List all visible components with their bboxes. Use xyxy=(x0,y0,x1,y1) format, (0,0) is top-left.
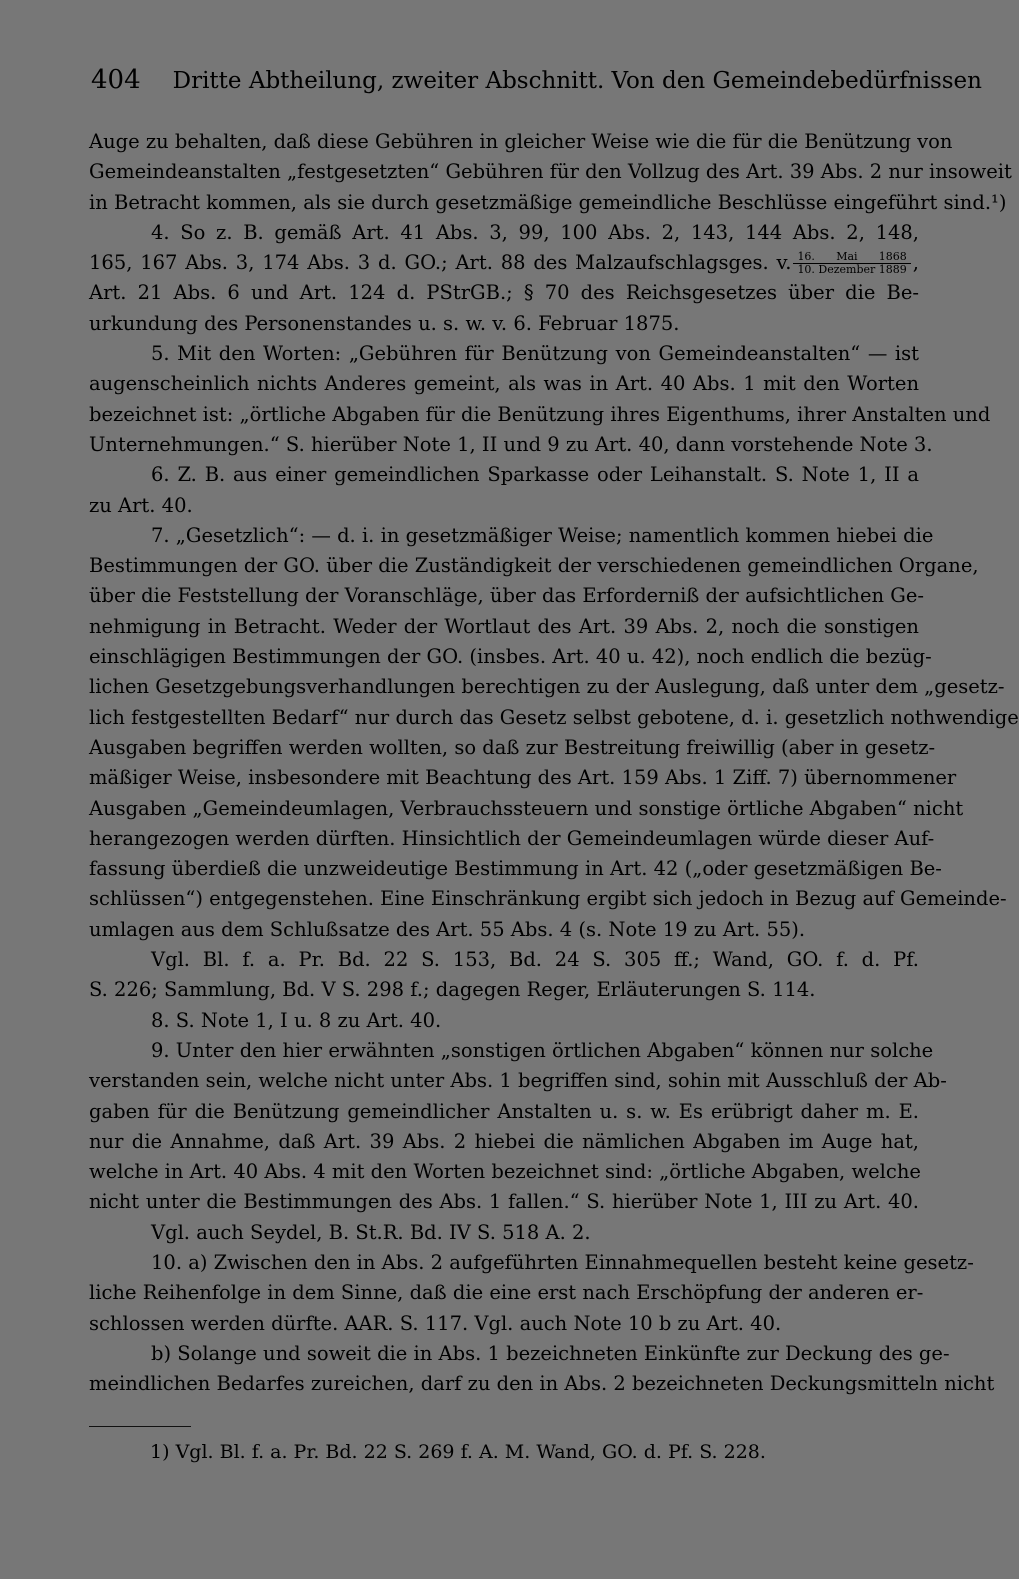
text-line: herangezogen werden dürften. Hinsichtlich der Gemeindeumlagen würde dieser Auf- xyxy=(89,826,935,850)
text-line: Gemeindeanstalten „festgesetzten“ Gebühren für den Vollzug des Art. 39 Abs. 2 nur insoweit xyxy=(89,160,1012,184)
text-line: nur die Annahme, daß Art. 39 Abs. 2 hiebei die nämlichen Abgaben im Auge hat, xyxy=(89,1129,919,1153)
text-line: 10. a) Zwischen den in Abs. 2 aufgeführten Einnahmequellen besteht keine gesetz- xyxy=(151,1250,974,1274)
text-line: bezeichnet ist: „örtliche Abgaben für die Benützung ihres Eigenthums, ihrer Anstalten und xyxy=(89,402,991,426)
text-line: Ausgaben begriffen werden wollten, so daß zur Bestreitung freiwillig (aber in gesetz- xyxy=(89,735,936,759)
date-fraction xyxy=(793,251,910,276)
text-line-with-fraction: 165, 167 Abs. 3, 174 Abs. 3 d. GO.; Art. 88 des Malzaufschlagsges. v. $\frac{\text{16. Mai 1868}}{\text{10. Dezember 1889}}$ , xyxy=(89,250,919,277)
text-line: 6. Z. B. aus einer gemeindlichen Sparkasse oder Leihanstalt. S. Note 1, II a xyxy=(151,463,919,487)
page-number: 404 xyxy=(91,65,141,95)
footnote-marker: 1) xyxy=(150,1441,170,1463)
text-line: Vgl. Bl. f. a. Pr. Bd. 22 S. 153, Bd. 24 S. 305 ff.; Wand, GO. f. d. Pf. xyxy=(151,948,919,972)
text-line: schlossen werden dürfte. AAR. S. 117. Vgl. auch Note 10 b zu Art. 40. xyxy=(89,1311,782,1335)
text-line: Ausgaben „Gemeindeumlagen, Verbrauchssteuern und sonstige örtliche Abgaben“ nicht xyxy=(89,796,964,820)
text-line: lich festgestellten Bedarf“ nur durch das Gesetz selbst gebotene, d. i. gesetzlich nothwendige xyxy=(89,705,1019,729)
text-line: gaben für die Benützung gemeindlicher Anstalten u. s. w. Es erübrigt daher m. E. xyxy=(89,1099,919,1123)
footnote-divider xyxy=(89,1426,191,1427)
page-header xyxy=(91,64,982,97)
text-line: meindlichen Bedarfes zureichen, darf zu den in Abs. 2 bezeichneten Deckungsmitteln nicht xyxy=(89,1372,995,1396)
text-line: umlagen aus dem Schlußsatze des Art. 55 Abs. 4 (s. Note 19 zu Art. 55). xyxy=(89,917,806,941)
text-line: 8. S. Note 1, I u. 8 zu Art. 40. xyxy=(151,1008,442,1032)
text-line: nehmigung in Betracht. Weder der Wortlaut des Art. 39 Abs. 2, noch die sonstigen xyxy=(89,614,919,638)
text-line: urkundung des Personenstandes u. s. w. v. 6. Februar 1875. xyxy=(89,311,680,335)
text-line: mäßiger Weise, insbesondere mit Beachtung des Art. 159 Abs. 1 Ziff. 7) übernommener xyxy=(89,766,957,790)
text-line: welche in Art. 40 Abs. 4 mit den Worten bezeichnet sind: „örtliche Abgaben, welche xyxy=(89,1160,921,1184)
text-line: Vgl. auch Seydel, B. St.R. Bd. IV S. 518 A. 2. xyxy=(151,1220,591,1244)
footnote xyxy=(150,1437,766,1467)
text-line: Unternehmungen.“ S. hierüber Note 1, II und 9 zu Art. 40, dann vorstehende Note 3. xyxy=(89,432,933,456)
text-line: fassung überdieß die unzweideutige Bestimmung in Art. 42 („oder gesetzmäßigen Be- xyxy=(89,857,942,881)
text-line: zu Art. 40. xyxy=(89,493,193,517)
text-line: schlüssen“) entgegenstehen. Eine Einschränkung ergibt sich jedoch in Bezug auf Gemeinde- xyxy=(89,887,1007,911)
text-line: b) Solange und soweit die in Abs. 1 bezeichneten Einkünfte zur Deckung des ge- xyxy=(151,1341,950,1365)
text-line: Bestimmungen der GO. über die Zuständigkeit der verschiedenen gemeindlichen Organe, xyxy=(89,554,979,578)
text-line: Auge zu behalten, daß diese Gebühren in gleicher Weise wie die für die Benützung von xyxy=(89,130,953,153)
running-title: Dritte Abtheilung, zweiter Abschnitt. Von den Gemeindebedürfnissen xyxy=(172,68,982,94)
text-line: 7. „Gesetzlich“: — d. i. in gesetzmäßiger Weise; namentlich kommen hiebei die xyxy=(151,523,934,547)
text-line: 5. Mit den Worten: „Gebühren für Benützung von Gemeindeanstalten“ — ist xyxy=(151,342,919,366)
text-line: S. 226; Sammlung, Bd. V S. 298 f.; dagegen Reger, Erläuterungen S. 114. xyxy=(89,978,816,1002)
text-line: liche Reihenfolge in dem Sinne, daß die eine erst nach Erschöpfung der anderen er- xyxy=(89,1281,924,1305)
text-line: verstanden sein, welche nicht unter Abs. 1 begriffen sind, sohin mit Ausschluß der Ab- xyxy=(89,1069,947,1093)
fraction-numerator: 16. Mai 1868 xyxy=(793,251,910,264)
text-line: über die Feststellung der Voranschläge, über das Erforderniß der aufsichtlichen Ge- xyxy=(89,584,924,608)
text-line: einschlägigen Bestimmungen der GO. (insbes. Art. 40 u. 42), noch endlich die bezüg- xyxy=(89,645,932,669)
text-line: lichen Gesetzgebungsverhandlungen berechtigen zu der Auslegung, daß unter dem „gesetz- xyxy=(89,675,1005,699)
body-text xyxy=(89,127,1019,1399)
text-line: nicht unter die Bestimmungen des Abs. 1 fallen.“ S. hierüber Note 1, III zu Art. 40. xyxy=(89,1190,919,1214)
text-line: in Betracht kommen, als sie durch gesetzmäßige gemeindliche Beschlüsse eingeführt sind.¹) xyxy=(89,190,1007,214)
text-line: augenscheinlich nichts Anderes gemeint, als was in Art. 40 Abs. 1 mit den Worten xyxy=(89,372,919,396)
text-line: 9. Unter den hier erwähnten „sonstigen örtlichen Abgaben“ können nur solche xyxy=(151,1038,934,1062)
text-line: 165, 167 Abs. 3, 174 Abs. 3 d. GO.; Art. 88 des Malzaufschlagsges. v. xyxy=(89,251,792,275)
footnote-text: Vgl. Bl. f. a. Pr. Bd. 22 S. 269 f. A. M. Wand, GO. d. Pf. S. 228. xyxy=(175,1441,766,1463)
text-line: 4. So z. B. gemäß Art. 41 Abs. 3, 99, 100 Abs. 2, 143, 144 Abs. 2, 148, xyxy=(151,220,919,244)
fraction-denominator: 10. Dezember 1889 xyxy=(797,263,907,277)
text-line: Art. 21 Abs. 6 und Art. 124 d. PStrGB.; § 70 des Reichsgesetzes über die Be- xyxy=(89,281,919,305)
